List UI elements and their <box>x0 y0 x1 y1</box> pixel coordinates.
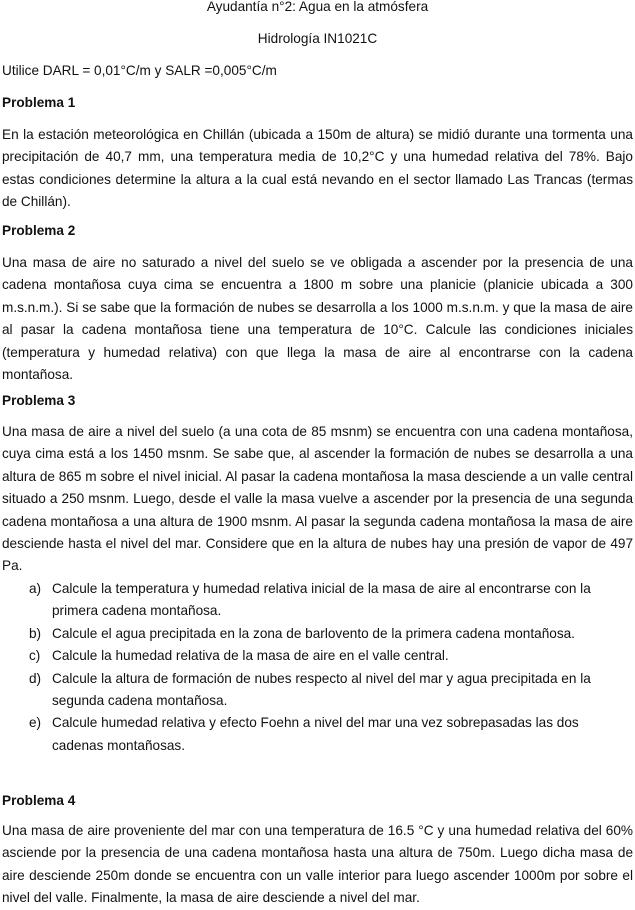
problem-1-heading: Problema 1 <box>2 95 76 110</box>
problem-3-item-list <box>2 578 602 757</box>
problem-4-heading: Problema 4 <box>2 793 76 808</box>
list-item-text: Calcule humedad relativa y efecto Foehn a nivel del mar una vez sobrepasadas las dos cadenas montañosas. <box>52 715 579 753</box>
problem-2-text: Una masa de aire no saturado a nivel del suelo se ve obligada a ascender por la presencia de una cadena montañosa cuya cima se encuentra a 1800 m sobre una planicie (planicie ubicada a 300 m.s.n.m.). Si se sabe que la formación de nubes se desarrolla a los 1000 m.s.n.m. y que la masa de aire al pasar la cadena montañosa tiene una temperatura de 10°C. Calcule las condiciones iniciales (temperatura y humedad relativa) con que llega la masa de aire al encontrarse con la cadena montañosa. <box>2 255 633 383</box>
list-item-marker: d) <box>29 670 42 686</box>
instructions-text: Utilice DARL = 0,01°C/m y SALR =0,005°C/m <box>2 63 277 78</box>
list-item-text: Calcule la humedad relativa de la masa de aire en el valle central. <box>52 648 449 664</box>
list-item <box>2 578 602 623</box>
problem-2-heading: Problema 2 <box>2 223 76 238</box>
list-item-text: Calcule la altura de formación de nubes respecto al nivel del mar y agua precipitada en la segunda cadena montañosa. <box>52 670 591 709</box>
problem-3-text: Una masa de aire a nivel del suelo (a una cota de 85 msnm) se encuentra con una cadena montañosa, cuya cima está a los 1450 msnm. Se sabe que, al ascender la formación de nubes se desarrolla a una altura de 865 m sobre el nivel inicial. Al pasar la cadena montañosa la masa desciende a un valle central situado a 250 msnm. Luego, desde el valle la masa vuelve a ascender por la presencia de una segunda cadena montañosa a una altura de 1900 msnm. Al pasar la segunda cadena montañosa la masa de aire desciende hasta el nivel del mar. Considere que en la altura de nubes hay una presión de vapor de 497 Pa. <box>2 424 633 574</box>
list-item-text: Calcule la temperatura y humedad relativa inicial de la masa de aire al encontrarse con la primera cadena montañosa. <box>52 581 591 619</box>
list-item-marker: e) <box>29 715 42 731</box>
list-item <box>2 668 602 713</box>
list-item-marker: b) <box>29 625 42 641</box>
problem-3-heading: Problema 3 <box>2 393 76 408</box>
document-subtitle: Hidrología IN1021C <box>257 31 378 46</box>
problem-1-text: En la estación meteorológica en Chillán (ubicada a 150m de altura) se midió durante una tormenta una precipitación de 40,7 mm, una temperatura media de 10,2°C y una humedad relativa del 78%. Bajo estas condiciones determine la altura a la cual está nevando en el sector llamado Las Trancas (termas de Chillán). <box>2 127 633 210</box>
list-item <box>2 712 602 757</box>
list-item <box>2 623 602 645</box>
list-item-marker: c) <box>29 648 41 664</box>
list-item-marker: a) <box>29 581 42 596</box>
list-item <box>2 645 602 667</box>
list-item-text: Calcule el agua precipitada en la zona de barlovento de la primera cadena montañosa. <box>52 625 575 641</box>
problem-4-text: Una masa de aire proveniente del mar con una temperatura de 16.5 °C y una humedad relativa del 60% asciende por la presencia de una cadena montañosa hasta una altura de 750m. Luego dicha masa de aire desciende 250m donde se encuentra con un valle interior para luego ascender 1000m por sobre el nivel del valle. Finalmente, la masa de aire desciende a nivel del mar. <box>2 823 633 906</box>
document-title: Ayudantía n°2: Agua en la atmósfera <box>206 0 429 14</box>
